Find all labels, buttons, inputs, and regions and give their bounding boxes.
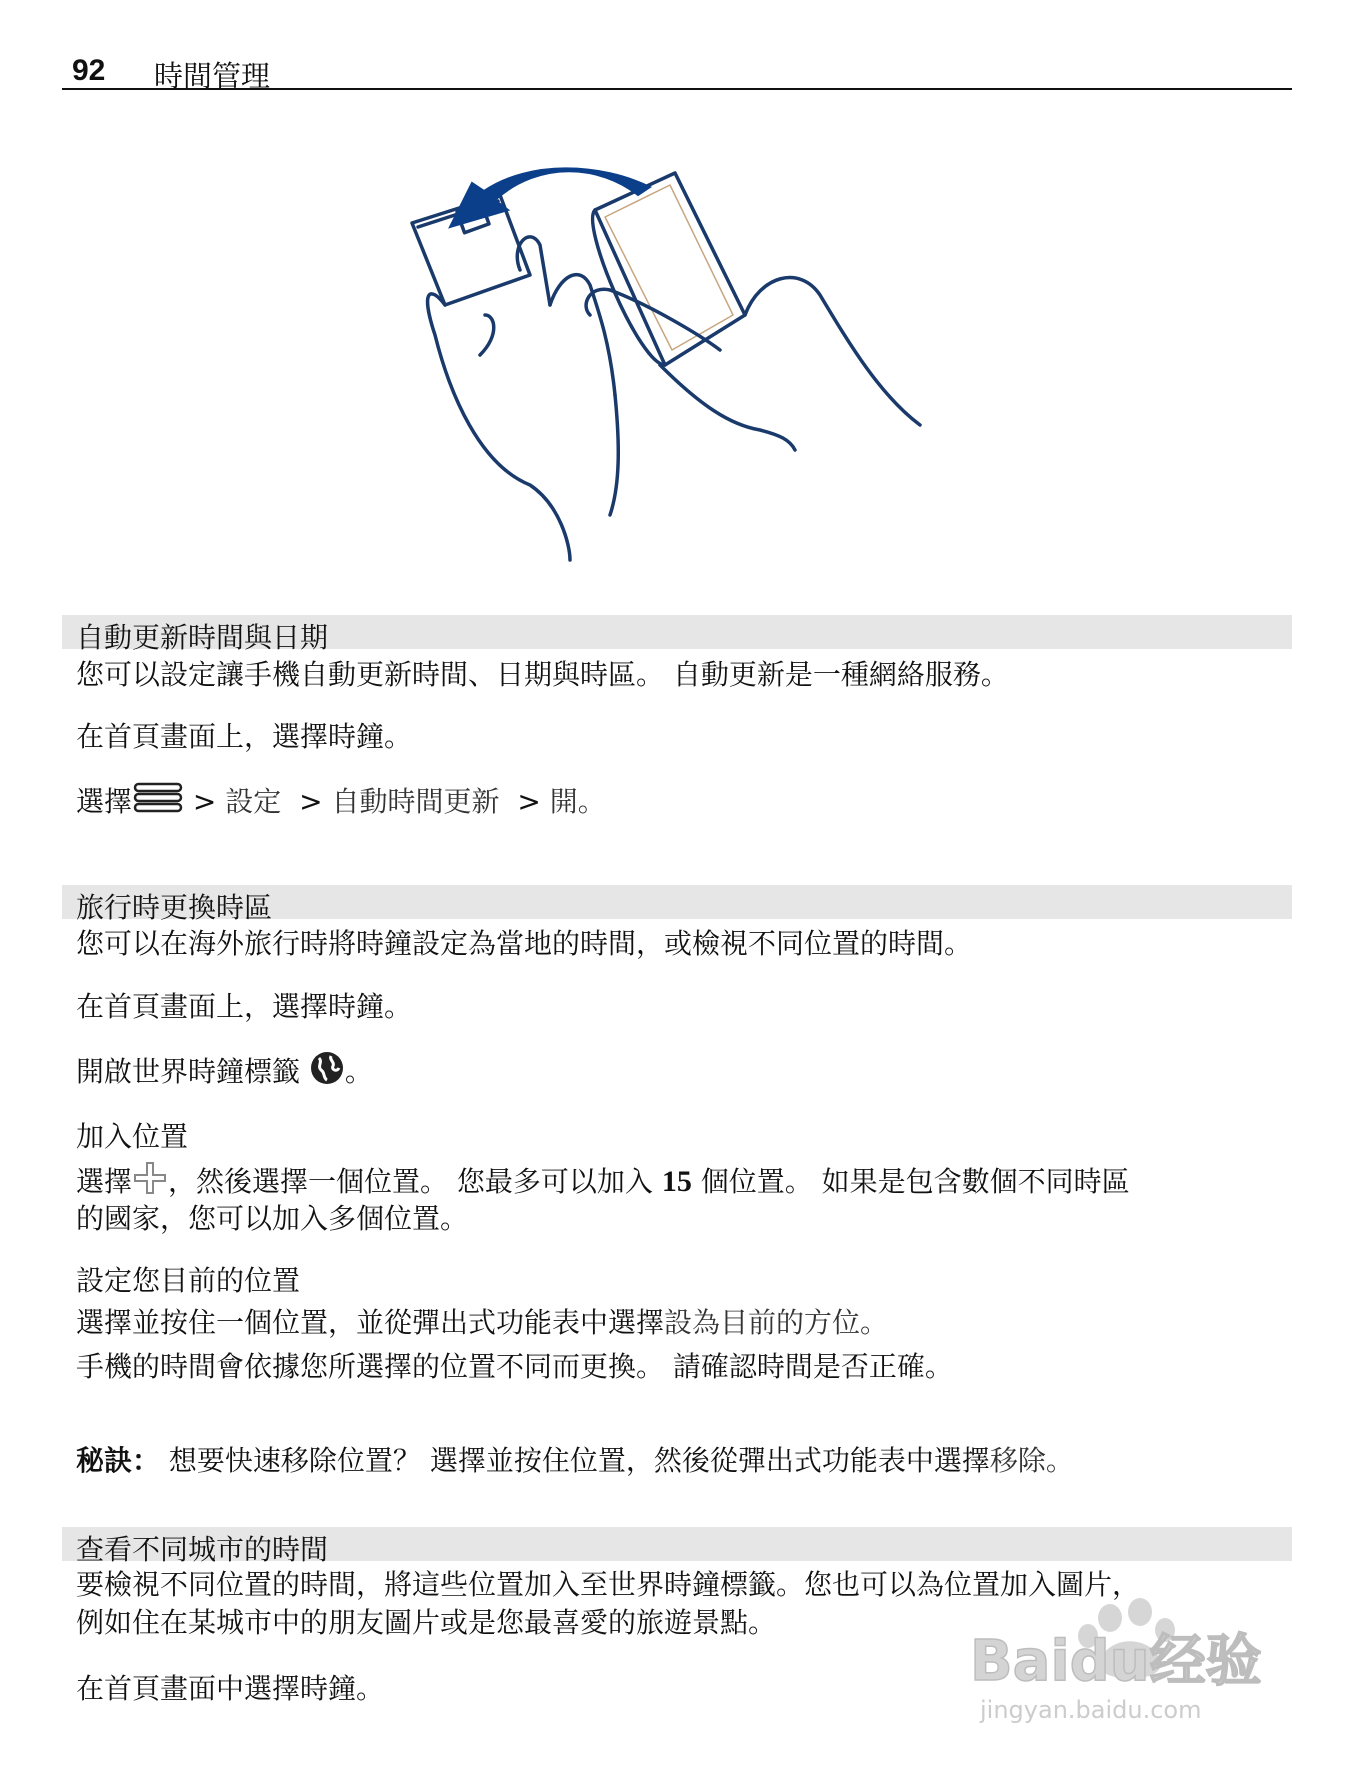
paragraph: 在首頁畫面中選擇時鐘。 bbox=[76, 1672, 385, 1705]
path-separator: > bbox=[517, 785, 541, 818]
paragraph-world-clock: 開啟世界時鐘標籤 。 bbox=[76, 1050, 373, 1096]
page-title: 時間管理 bbox=[154, 59, 271, 93]
paragraph: 在首頁畫面上，選擇時鐘。 bbox=[76, 720, 413, 753]
watermark-brand: Baidu经验 bbox=[970, 1629, 1262, 1694]
watermark-url: jingyan.baidu.com bbox=[980, 1696, 1202, 1724]
tip: 秘訣： 想要快速移除位置？ 選擇並按住位置，然後從彈出式功能表中選擇移除。 bbox=[76, 1444, 1074, 1477]
section-heading-travel-timezone: 旅行時更換時區 bbox=[62, 885, 1292, 919]
paragraph: 例如住在某城市中的朋友圖片或是您最喜愛的旅遊景點。 bbox=[76, 1606, 777, 1639]
menu-option-remove[interactable]: 移除。 bbox=[989, 1444, 1074, 1477]
paragraph: 您可以在海外旅行時將時鐘設定為當地的時間，或檢視不同位置的時間。 bbox=[76, 927, 973, 960]
menu-path bbox=[76, 780, 606, 826]
menu-icon[interactable] bbox=[132, 780, 184, 826]
section-heading-auto-update: 自動更新時間與日期 bbox=[62, 615, 1292, 649]
path-prefix: 選擇 bbox=[76, 785, 133, 818]
section-heading-other-cities: 查看不同城市的時間 bbox=[62, 1527, 1292, 1561]
path-separator: > bbox=[299, 785, 323, 818]
path-step-on[interactable]: 開。 bbox=[549, 785, 606, 818]
subsection-title-set-current: 設定您目前的位置 bbox=[76, 1264, 301, 1297]
add-location-line1: 選擇 ，然後選擇一個位置。 您最多可以加入 15 個位置。 如果是包含數個不同時區 bbox=[76, 1160, 1130, 1206]
page-header bbox=[62, 48, 1292, 93]
page-number: 92 bbox=[72, 54, 106, 87]
globe-icon[interactable] bbox=[309, 1050, 345, 1096]
paragraph: 在首頁畫面上，選擇時鐘。 bbox=[76, 990, 413, 1023]
add-location-line2: 的國家，您可以加入多個位置。 bbox=[76, 1202, 469, 1235]
paragraph: 要檢視不同位置的時間，將這些位置加入至世界時鐘標籤。您也可以為位置加入圖片， bbox=[76, 1568, 1141, 1601]
path-step-auto-time[interactable]: 自動時間更新 bbox=[331, 785, 500, 818]
set-current-line1: 選擇並按住一個位置，並從彈出式功能表中選擇設為目前的方位。 bbox=[76, 1306, 889, 1339]
path-separator: > bbox=[192, 785, 217, 818]
baidu-watermark-logo bbox=[960, 1590, 1290, 1730]
location-count: 15 bbox=[661, 1165, 692, 1198]
menu-option-set-current[interactable]: 設為目前的方位。 bbox=[664, 1306, 889, 1339]
set-current-line2: 手機的時間會依據您所選擇的位置不同而更換。 請確認時間是否正確。 bbox=[76, 1350, 953, 1383]
phone-flip-illustration bbox=[400, 165, 960, 565]
subsection-title-add-location: 加入位置 bbox=[76, 1120, 189, 1153]
path-step-settings[interactable]: 設定 bbox=[225, 785, 282, 818]
paragraph: 您可以設定讓手機自動更新時間、日期與時區。 自動更新是一種網絡服務。 bbox=[76, 658, 1009, 691]
tip-label: 秘訣： bbox=[76, 1444, 161, 1477]
